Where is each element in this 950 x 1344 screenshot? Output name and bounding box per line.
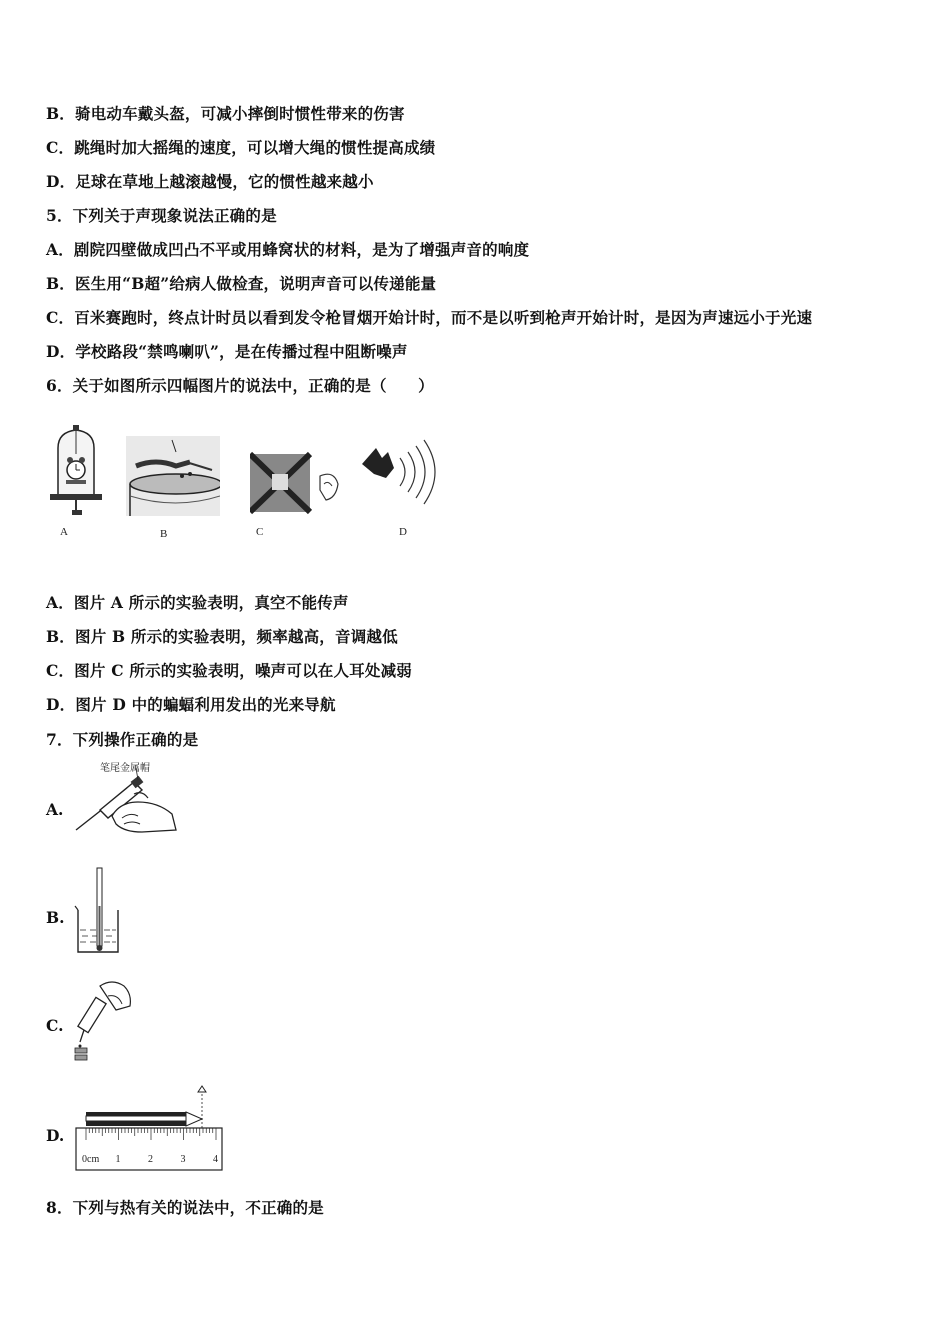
q6-stem: 6．关于如图所示四幅图片的说法中，正确的是（ ） xyxy=(46,376,434,395)
q7-label-a: A. xyxy=(46,800,64,819)
q5-option-a: A．剧院四壁做成凹凸不平或用蜂窝状的材料，是为了增强声音的响度 xyxy=(46,240,530,259)
q5-option-b: B．医生用“B超”给病人做检查，说明声音可以传递能量 xyxy=(46,274,437,293)
q7-label-b: B. xyxy=(46,908,65,927)
bat-figure xyxy=(360,428,444,516)
figure-caption-b: B xyxy=(160,528,168,540)
drum-figure xyxy=(126,436,220,516)
bell-jar-figure xyxy=(46,424,106,520)
dropper-figure xyxy=(72,976,136,1062)
ear-noise-figure xyxy=(250,450,346,516)
figure-caption-c: C xyxy=(256,526,264,538)
q4-option-c: C．跳绳时加大摇绳的速度，可以增大绳的惯性提高成绩 xyxy=(46,138,436,157)
q6-option-b: B．图片 B 所示的实验表明，频率越高，音调越低 xyxy=(46,627,398,646)
pen-caption: 笔尾金属帽 xyxy=(100,763,150,774)
q4-option-b: B．骑电动车戴头盔，可减小摔倒时惯性带来的伤害 xyxy=(46,104,405,123)
q7-label-c: C. xyxy=(46,1016,64,1035)
thermometer-beaker-figure xyxy=(74,866,122,956)
ruler-tick-label: 2 xyxy=(148,1154,153,1165)
ruler-tick-label: 1 xyxy=(115,1154,121,1165)
q5-stem: 5．下列关于声现象说法正确的是 xyxy=(46,206,277,225)
ruler-tick-label: 0cm xyxy=(82,1154,100,1165)
q5-option-c: C．百米赛跑时，终点计时员以看到发令枪冒烟开始计时，而不是以听到枪声开始计时，是因为声速远小于光速 xyxy=(46,308,813,327)
figure-caption-d: D xyxy=(399,526,407,538)
ruler-pencil-figure xyxy=(74,1084,226,1174)
q7-label-d: D. xyxy=(46,1126,65,1145)
q6-option-c: C．图片 C 所示的实验表明，噪声可以在人耳处减弱 xyxy=(46,661,412,680)
q4-option-d: D．足球在草地上越滚越慢，它的惯性越来越小 xyxy=(46,172,374,191)
q6-option-d: D．图片 D 中的蝙蝠利用发出的光来导航 xyxy=(46,695,336,714)
q8-stem: 8．下列与热有关的说法中，不正确的是 xyxy=(46,1198,324,1217)
q7-stem: 7．下列操作正确的是 xyxy=(46,730,199,749)
q5-option-d: D．学校路段“禁鸣喇叭”，是在传播过程中阻断噪声 xyxy=(46,342,408,361)
ruler-tick-label: 3 xyxy=(180,1154,186,1165)
q6-option-a: A．图片 A 所示的实验表明，真空不能传声 xyxy=(46,593,349,612)
figure-caption-a: A xyxy=(60,526,68,538)
ruler-tick-label: 4 xyxy=(213,1154,218,1165)
